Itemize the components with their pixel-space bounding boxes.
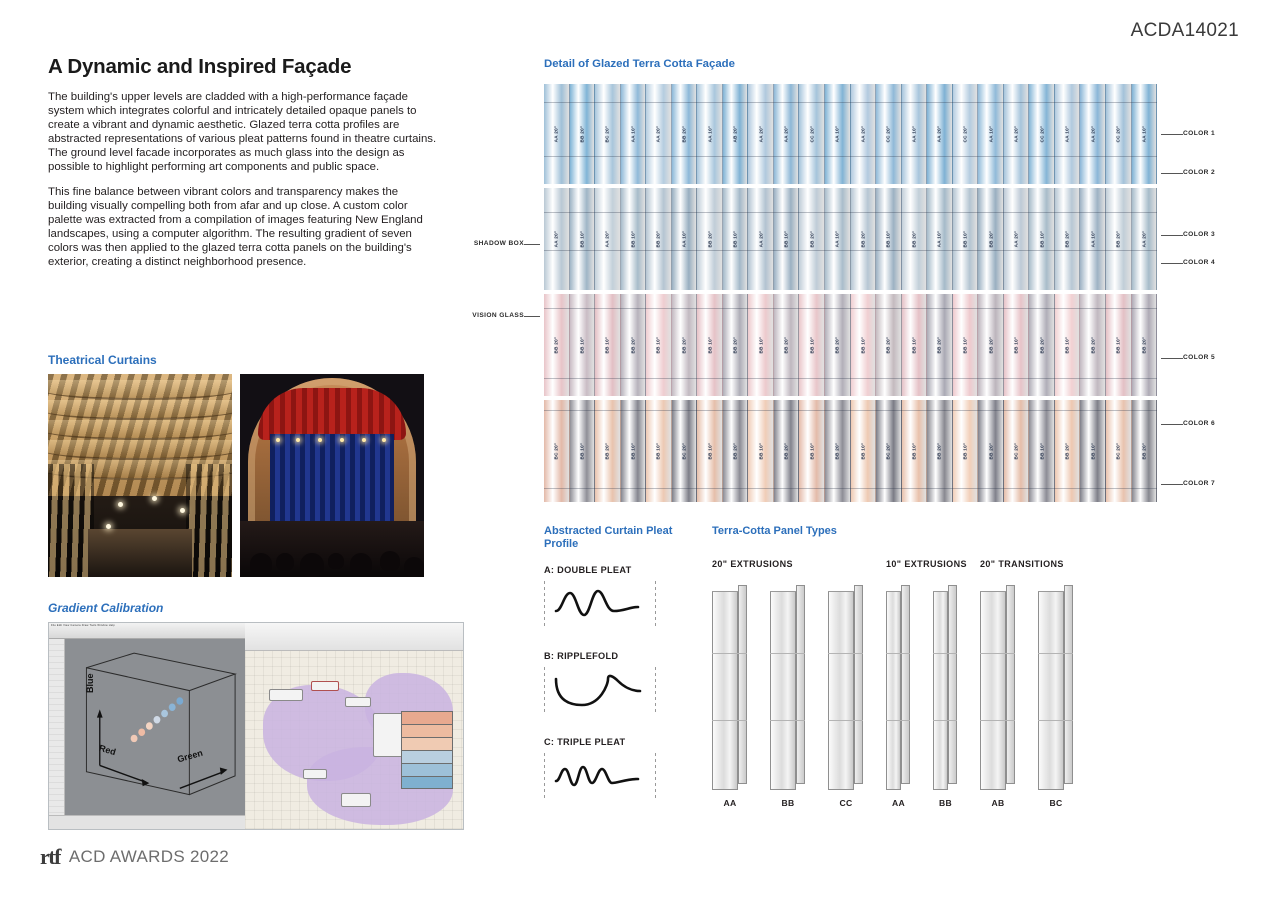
panel-group bbox=[712, 559, 886, 808]
pleat-profiles-heading: Abstracted Curtain Pleat Profile bbox=[544, 525, 673, 550]
panel-label: BC bbox=[1049, 798, 1063, 808]
facade-fin bbox=[544, 84, 570, 184]
color-callout-label: COLOR 7 bbox=[1183, 480, 1216, 487]
fin-code: AA 10" bbox=[834, 230, 840, 248]
facade-fin bbox=[544, 400, 570, 502]
fin-code: BB 10" bbox=[1115, 336, 1121, 354]
fin-code: AA 10" bbox=[1090, 230, 1096, 248]
facade-fin bbox=[646, 84, 672, 184]
panel-extrusion bbox=[980, 585, 1016, 808]
fin-code: BB 10" bbox=[962, 336, 968, 354]
fin-code: BB 20" bbox=[988, 442, 994, 460]
fin-code: AA 10" bbox=[936, 230, 942, 248]
facade-fin bbox=[1106, 84, 1132, 184]
fin-code: BB 10" bbox=[579, 442, 585, 460]
node-editor-toolbar bbox=[245, 623, 463, 651]
facade-fin bbox=[1029, 400, 1055, 502]
facade-fin bbox=[902, 400, 928, 502]
theatrical-curtains-heading-wrap bbox=[48, 353, 157, 375]
fin-code: BB 20" bbox=[553, 336, 559, 354]
facade-fin bbox=[1004, 400, 1030, 502]
panel-types bbox=[712, 525, 1182, 808]
facade-fin bbox=[1106, 400, 1132, 502]
pleat-profile-c bbox=[544, 737, 694, 801]
facade-fin bbox=[672, 294, 698, 396]
color-callout bbox=[1183, 130, 1215, 137]
facade-fin bbox=[595, 294, 621, 396]
facade-fin bbox=[646, 400, 672, 502]
fin-code: BB 20" bbox=[1039, 336, 1045, 354]
fin-code: BB 10" bbox=[604, 336, 610, 354]
calibration-tool-palette bbox=[49, 639, 65, 815]
fin-code: BB 20" bbox=[1090, 336, 1096, 354]
fin-code: BB 10" bbox=[809, 336, 815, 354]
color-callouts bbox=[1157, 84, 1267, 504]
fin-code: BC 20" bbox=[885, 442, 891, 460]
fin-code: BB 10" bbox=[1013, 336, 1019, 354]
fin-code: BB 20" bbox=[655, 230, 661, 248]
facade-fin bbox=[723, 294, 749, 396]
fin-code: CC 20" bbox=[1115, 125, 1121, 143]
fin-code: BC 20" bbox=[681, 442, 687, 460]
fin-code: BB 10" bbox=[707, 336, 713, 354]
fin-code: AA 20" bbox=[1141, 230, 1147, 248]
left-column bbox=[48, 55, 448, 282]
facade-fin bbox=[748, 188, 774, 290]
facade-fin bbox=[1080, 294, 1106, 396]
fin-code: BB 10" bbox=[758, 442, 764, 460]
fin-code: AA 20" bbox=[553, 230, 559, 248]
facade-fin bbox=[1132, 400, 1157, 502]
fin-code: BB 20" bbox=[988, 336, 994, 354]
fin-code: BB 10" bbox=[885, 230, 891, 248]
calibration-3d-viewport bbox=[49, 623, 245, 829]
gradient-calibration-image bbox=[48, 622, 464, 830]
facade-fin bbox=[825, 294, 851, 396]
fin-code: BB 10" bbox=[962, 230, 968, 248]
fin-code: BB 20" bbox=[681, 125, 687, 143]
fin-code: BB 20" bbox=[936, 442, 942, 460]
facade-fin bbox=[621, 84, 647, 184]
facade-fin bbox=[774, 294, 800, 396]
theatrical-curtains-heading: Theatrical Curtains bbox=[48, 353, 157, 367]
calibration-toolbar: File Edit View Camera Draw Tools Window Help bbox=[49, 623, 245, 639]
fin-code: BC 20" bbox=[1013, 442, 1019, 460]
fin-code: BB 20" bbox=[1141, 442, 1147, 460]
fin-code: BB 20" bbox=[1064, 442, 1070, 460]
facade-side-label: SHADOW BOX bbox=[452, 240, 524, 247]
pleat-profile-b bbox=[544, 651, 694, 715]
panel-label: BB bbox=[781, 798, 795, 808]
facade-fin bbox=[978, 84, 1004, 184]
fin-code: BB 10" bbox=[579, 230, 585, 248]
facade-fin bbox=[672, 84, 698, 184]
pleat-profile-c-label: C: TRIPLE PLEAT bbox=[544, 737, 626, 747]
facade-fin bbox=[902, 294, 928, 396]
fin-code: BB 10" bbox=[655, 336, 661, 354]
facade-fin bbox=[723, 400, 749, 502]
facade-fin bbox=[927, 84, 953, 184]
facade-fin bbox=[697, 400, 723, 502]
panel-label: AA bbox=[891, 798, 905, 808]
facade-fin bbox=[1055, 294, 1081, 396]
facade-fin bbox=[621, 400, 647, 502]
axis-label-green: Green bbox=[176, 747, 204, 765]
facade-fin bbox=[1029, 188, 1055, 290]
fin-code: AA 20" bbox=[758, 230, 764, 248]
fin-code: AA 20" bbox=[1013, 125, 1019, 143]
fin-code: BB 20" bbox=[783, 442, 789, 460]
fin-code: BB 20" bbox=[936, 336, 942, 354]
color-callout bbox=[1183, 169, 1215, 176]
panel-extrusion bbox=[770, 585, 806, 808]
fin-code: BB 10" bbox=[809, 442, 815, 460]
facade-fin bbox=[1004, 84, 1030, 184]
panel-shape bbox=[712, 585, 748, 790]
page-title: A Dynamic and Inspired Façade bbox=[48, 55, 352, 78]
rtf-logo: rtf bbox=[40, 844, 60, 869]
fin-code: BB 20" bbox=[681, 336, 687, 354]
facade-band-4 bbox=[544, 400, 1157, 502]
pleat-profile-a-label: A: DOUBLE PLEAT bbox=[544, 565, 632, 575]
facade-fin bbox=[697, 294, 723, 396]
axis-label-red: Red bbox=[97, 742, 118, 758]
facade-fin bbox=[825, 84, 851, 184]
pleat-profile-b-drawing bbox=[544, 667, 662, 715]
document-id: ACDA14021 bbox=[1130, 20, 1239, 41]
panel-extrusion bbox=[712, 585, 748, 808]
fin-code: CC 20" bbox=[809, 125, 815, 143]
photo-blue-stage bbox=[240, 374, 424, 577]
body-paragraph-2: This fine balance between vibrant colors and transparency makes the building visually compelling both from afar and up close. A custom color palette was extracted from a compilation of images featuring New England landscapes, using a computer algorithm. The resulting gradient of seven colors was then applied to the glazed terra cotta panels on the building's exterior, creating a distinct neighborhood presence. bbox=[48, 186, 423, 268]
fin-code: BB 10" bbox=[1039, 230, 1045, 248]
facade-band-3 bbox=[544, 294, 1157, 396]
color-callout bbox=[1183, 354, 1215, 361]
facade-fin bbox=[1080, 400, 1106, 502]
fin-code: BB 20" bbox=[1141, 336, 1147, 354]
fin-code: BB 10" bbox=[655, 442, 661, 460]
fin-code: BB 20" bbox=[732, 442, 738, 460]
fin-code: BB 20" bbox=[809, 230, 815, 248]
panel-group bbox=[886, 559, 980, 808]
facade-fin bbox=[672, 188, 698, 290]
facade-fin bbox=[748, 294, 774, 396]
facade-fin bbox=[902, 188, 928, 290]
pleat-profile-c-drawing bbox=[544, 753, 662, 801]
panel-label: AA bbox=[723, 798, 737, 808]
facade-fin bbox=[646, 294, 672, 396]
fin-code: BC 20" bbox=[1115, 442, 1121, 460]
fin-code: BB 10" bbox=[911, 442, 917, 460]
facade-fin bbox=[851, 84, 877, 184]
facade-fin bbox=[748, 84, 774, 184]
facade-fin bbox=[544, 188, 570, 290]
facade-fin bbox=[799, 400, 825, 502]
fin-code: BB 20" bbox=[604, 442, 610, 460]
fin-code: BB 10" bbox=[707, 442, 713, 460]
color-callout-label: COLOR 2 bbox=[1183, 169, 1216, 176]
color-callout bbox=[1183, 259, 1215, 266]
facade-fin bbox=[1080, 84, 1106, 184]
fin-code: BB 10" bbox=[860, 442, 866, 460]
photo-gold-curtain bbox=[48, 374, 232, 577]
fin-code: BB 20" bbox=[860, 230, 866, 248]
fin-code: BB 20" bbox=[885, 336, 891, 354]
color-callout bbox=[1183, 420, 1215, 427]
fin-code: CC 20" bbox=[962, 125, 968, 143]
fin-code: AA 10" bbox=[681, 230, 687, 248]
fin-code: BC 20" bbox=[604, 125, 610, 143]
axis-label-blue: Blue bbox=[85, 673, 95, 693]
facade-fin bbox=[799, 188, 825, 290]
facade-fin bbox=[876, 84, 902, 184]
facade-fin bbox=[1132, 84, 1157, 184]
panel-shape bbox=[886, 585, 911, 790]
fin-code: BB 10" bbox=[1039, 442, 1045, 460]
facade-band-1 bbox=[544, 84, 1157, 184]
calibration-color-cube bbox=[75, 649, 237, 805]
fin-code: AA 10" bbox=[630, 125, 636, 143]
facade-fin bbox=[570, 84, 596, 184]
facade-fin bbox=[544, 294, 570, 396]
fin-code: BB 20" bbox=[834, 442, 840, 460]
pleat-profiles bbox=[544, 525, 694, 823]
fin-code: BB 20" bbox=[988, 230, 994, 248]
panel-label: CC bbox=[839, 798, 853, 808]
fin-code: BB 10" bbox=[1064, 336, 1070, 354]
fin-code: AA 10" bbox=[1064, 125, 1070, 143]
fin-code: AB 20" bbox=[732, 125, 738, 143]
fin-code: BB 20" bbox=[579, 125, 585, 143]
facade-fin bbox=[774, 400, 800, 502]
facade-fin bbox=[672, 400, 698, 502]
facade-fin bbox=[621, 188, 647, 290]
fin-code: AA 20" bbox=[604, 230, 610, 248]
facade-section bbox=[544, 58, 1244, 76]
facade-fin bbox=[1004, 294, 1030, 396]
facade-fin bbox=[570, 294, 596, 396]
fin-code: BB 20" bbox=[1064, 230, 1070, 248]
facade-fin bbox=[1132, 294, 1157, 396]
panel-group-title: 20" TRANSITIONS bbox=[980, 559, 1064, 569]
facade-fin bbox=[1132, 188, 1157, 290]
fin-code: BB 10" bbox=[758, 336, 764, 354]
fin-code: BB 10" bbox=[962, 442, 968, 460]
fin-code: AA 20" bbox=[553, 125, 559, 143]
facade-fin bbox=[723, 84, 749, 184]
gradient-calibration-heading-wrap bbox=[48, 601, 163, 623]
fin-code: BB 20" bbox=[911, 230, 917, 248]
facade-fin bbox=[978, 400, 1004, 502]
calibration-swatch-column bbox=[401, 711, 453, 789]
fin-code: AA 10" bbox=[911, 125, 917, 143]
fin-code: AA 10" bbox=[834, 125, 840, 143]
fin-code: AA 20" bbox=[758, 125, 764, 143]
facade-fin bbox=[1106, 188, 1132, 290]
fin-code: CC 20" bbox=[1039, 125, 1045, 143]
fin-code: BB 10" bbox=[630, 442, 636, 460]
facade-fin bbox=[570, 188, 596, 290]
facade-fin bbox=[799, 294, 825, 396]
facade-fin bbox=[1106, 294, 1132, 396]
facade-fin bbox=[876, 400, 902, 502]
facade-fin bbox=[1080, 188, 1106, 290]
fin-code: BB 20" bbox=[783, 336, 789, 354]
panel-label: AB bbox=[991, 798, 1005, 808]
facade-fin bbox=[595, 400, 621, 502]
fin-code: BB 10" bbox=[860, 336, 866, 354]
fin-code: AA 20" bbox=[1090, 125, 1096, 143]
fin-code: AA 10" bbox=[1141, 125, 1147, 143]
footer-text: ACD AWARDS 2022 bbox=[68, 847, 229, 866]
pleat-profile-a bbox=[544, 565, 694, 629]
color-callout-label: COLOR 3 bbox=[1183, 231, 1216, 238]
facade-fin bbox=[927, 188, 953, 290]
facade-fin bbox=[953, 400, 979, 502]
fin-code: BB 10" bbox=[1090, 442, 1096, 460]
footer bbox=[40, 844, 229, 870]
facade-fin bbox=[927, 294, 953, 396]
facade-fin bbox=[851, 188, 877, 290]
facade-band-2 bbox=[544, 188, 1157, 290]
facade-fin bbox=[697, 188, 723, 290]
color-callout bbox=[1183, 480, 1215, 487]
facade-fin bbox=[621, 294, 647, 396]
facade-fin bbox=[1055, 188, 1081, 290]
theatrical-curtains-photos bbox=[48, 374, 424, 577]
pleat-profile-a-drawing bbox=[544, 581, 662, 629]
color-callout-label: COLOR 4 bbox=[1183, 259, 1216, 266]
panel-shape bbox=[1038, 585, 1074, 790]
panel-extrusion bbox=[828, 585, 864, 808]
facade-fin bbox=[723, 188, 749, 290]
panel-types-heading: Terra-Cotta Panel Types bbox=[712, 525, 837, 537]
panel-extrusion bbox=[1038, 585, 1074, 808]
gradient-calibration-heading: Gradient Calibration bbox=[48, 601, 164, 615]
fin-code: BB 10" bbox=[630, 230, 636, 248]
facade-fin bbox=[570, 400, 596, 502]
facade-fin bbox=[774, 188, 800, 290]
facade-fin bbox=[953, 294, 979, 396]
facade-fin bbox=[927, 400, 953, 502]
node-editor-canvas bbox=[245, 651, 463, 829]
fin-code: BB 20" bbox=[732, 336, 738, 354]
facade-fin bbox=[953, 84, 979, 184]
panel-extrusion bbox=[933, 585, 958, 808]
panel-shape bbox=[828, 585, 864, 790]
facade-fin bbox=[1004, 188, 1030, 290]
facade-fin bbox=[1029, 294, 1055, 396]
facade-fin bbox=[1055, 84, 1081, 184]
facade-fin bbox=[978, 188, 1004, 290]
color-callout-label: COLOR 1 bbox=[1183, 130, 1216, 137]
facade-side-label: VISION GLASS bbox=[452, 312, 524, 319]
panel-extrusion bbox=[886, 585, 911, 808]
pleat-profile-b-label: B: RIPPLEFOLD bbox=[544, 651, 619, 661]
fin-code: BB 10" bbox=[732, 230, 738, 248]
facade-fin bbox=[953, 188, 979, 290]
panel-label: BB bbox=[938, 798, 952, 808]
color-callout-label: COLOR 5 bbox=[1183, 354, 1216, 361]
fin-code: AA 20" bbox=[783, 125, 789, 143]
calibration-status-bar bbox=[49, 815, 245, 829]
panel-shape bbox=[770, 585, 806, 790]
facade-fin bbox=[697, 84, 723, 184]
panel-group-title: 20" EXTRUSIONS bbox=[712, 559, 793, 569]
facade-fin bbox=[774, 84, 800, 184]
panel-shape bbox=[980, 585, 1016, 790]
facade-fin bbox=[902, 84, 928, 184]
facade-fin bbox=[748, 400, 774, 502]
facade-fin bbox=[825, 400, 851, 502]
facade-fin bbox=[646, 188, 672, 290]
fin-code: BB 20" bbox=[1115, 230, 1121, 248]
facade-fin bbox=[1029, 84, 1055, 184]
fin-code: AA 10" bbox=[988, 125, 994, 143]
facade-fin bbox=[876, 294, 902, 396]
panel-group bbox=[980, 559, 1096, 808]
facade-fin bbox=[978, 294, 1004, 396]
fin-code: BB 20" bbox=[707, 230, 713, 248]
fin-code: BB 10" bbox=[579, 336, 585, 354]
fin-code: BB 20" bbox=[834, 336, 840, 354]
color-callout bbox=[1183, 231, 1215, 238]
calibration-node-editor bbox=[245, 623, 463, 829]
facade-fin bbox=[1055, 400, 1081, 502]
body-paragraph-1: The building's upper levels are cladded with a high-performance façade system which integrates colorful and intricately detailed opaque panels to create a vibrant and dynamic aesthetic. Glazed terra cotta profiles are abstracted representations of various pleat patterns found in theatre curtains. The ground level facade incorporates as much glass into the design as possible to highlight performing art components and public space. bbox=[48, 91, 437, 173]
facade-fin bbox=[876, 188, 902, 290]
facade-fin bbox=[595, 84, 621, 184]
fin-code: AA 20" bbox=[936, 125, 942, 143]
fin-code: BB 10" bbox=[911, 336, 917, 354]
fin-code: AA 20" bbox=[655, 125, 661, 143]
fin-code: AA 20" bbox=[1013, 230, 1019, 248]
facade-fin bbox=[851, 294, 877, 396]
fin-code: AA 10" bbox=[707, 125, 713, 143]
facade-bands bbox=[544, 84, 1157, 506]
panel-group-title: 10" EXTRUSIONS bbox=[886, 559, 967, 569]
fin-code: BB 20" bbox=[630, 336, 636, 354]
facade-fin bbox=[825, 188, 851, 290]
fin-code: BC 20" bbox=[553, 442, 559, 460]
fin-code: CC 20" bbox=[885, 125, 891, 143]
facade-fin bbox=[851, 400, 877, 502]
color-callout-label: COLOR 6 bbox=[1183, 420, 1216, 427]
panel-shape bbox=[933, 585, 958, 790]
fin-code: AA 20" bbox=[860, 125, 866, 143]
fin-code: BB 10" bbox=[783, 230, 789, 248]
facade-fin bbox=[595, 188, 621, 290]
facade-heading: Detail of Glazed Terra Cotta Façade bbox=[544, 58, 735, 70]
facade-fin bbox=[799, 84, 825, 184]
